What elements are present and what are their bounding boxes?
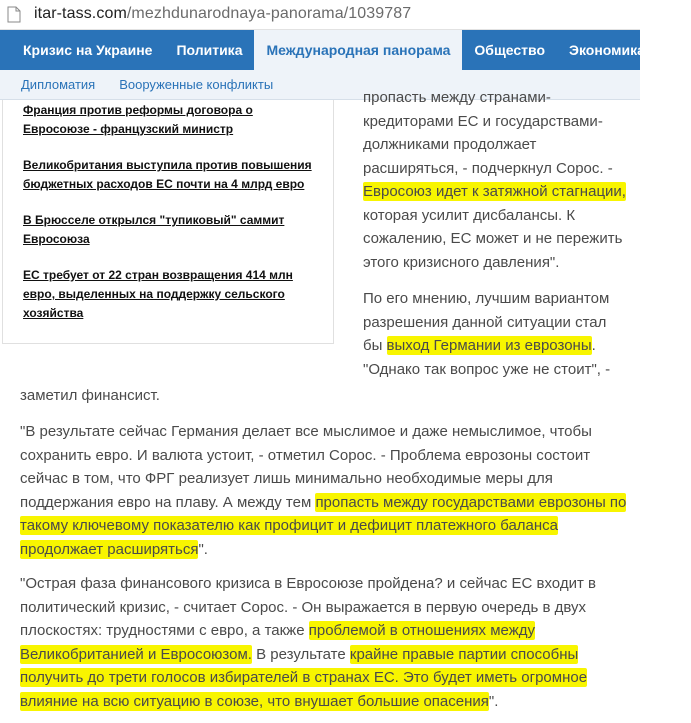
nav-item-economy[interactable]: Экономика и би (569, 42, 679, 58)
article-paragraph-end: заметил финансист. (20, 387, 160, 404)
related-news-box (2, 100, 334, 344)
highlighted-text: крайне правые партии способны (349, 645, 579, 663)
related-link[interactable]: Франция против реформы договора о Евросоюзе - французский министр (23, 103, 253, 136)
page-icon (7, 6, 21, 23)
article-paragraph: "В результате сейчас Германия делает все мыслимое и даже немыслимое, чтобы сохранить евро. И валюта устоит, - отметил Сорос. - Проблема еврозоны состоит сейчас в том, что ФРГ реализует лишь минимально необходимые меры для поддержания евро на плаву. А между тем пропасть между государствами еврозоны по такому ключевому показателю как профицит и дефицит платежного баланса продолжает расширяться". (20, 423, 627, 558)
nav-item-politics[interactable]: Политика (176, 42, 243, 58)
nav-item-ukraine-crisis[interactable]: Кризис на Украине (23, 42, 153, 58)
address-bar[interactable] (0, 0, 640, 30)
subnav-item-diplomacy[interactable]: Дипломатия (21, 77, 96, 92)
highlighted-text: пропасть между государствами еврозоны по (315, 493, 627, 511)
url-path: /mezhdunarodnaya-panorama/1039787 (126, 5, 412, 22)
subnav-item-armed-conflicts[interactable]: Вооруженные конфликты (119, 77, 274, 92)
nav-item-society[interactable]: Общество (474, 42, 545, 58)
related-link[interactable]: Великобритания выступила против повышения бюджетных расходов ЕС почти на 4 млрд евро (23, 158, 312, 191)
highlighted-text: такому ключевому показателю как профицит и дефицит платежного баланса (20, 517, 559, 534)
article-paragraph: По его мнению, лучшим вариантом разрешения данной ситуации стал бы выход Германии из еврозоны. "Однако так вопрос уже не стоит", - (363, 290, 611, 378)
highlighted-text: получить до трети голосов избирателей в странах ЕС. Это будет иметь огромное (20, 669, 588, 686)
related-link[interactable]: В Брюсселе открылся "тупиковый" саммит Евросоюза (23, 213, 285, 246)
main-navigation (0, 30, 679, 70)
url-host: itar-tass.com (34, 5, 127, 22)
nav-item-international[interactable]: Международная панорама (254, 30, 462, 70)
related-link[interactable]: ЕС требует от 22 стран возвращения 414 млн евро, выделенных на поддержку сельского хозяйства (23, 268, 293, 320)
highlighted-text: продолжает расширяться (20, 540, 199, 558)
article-paragraph: пропасть между странами- кредиторами ЕС и государствами- должниками продолжает расширяться, - подчеркнул Сорос. - Евросоюз идет к затяжной стагнации, которая усилит дисбалансы. К сожалению, ЕС может и не пережить этого кризисного давления". (363, 89, 626, 271)
highlighted-text: Великобританией и Евросоюзом. (20, 645, 252, 663)
highlighted-text: проблемой в отношениях между (308, 622, 536, 639)
article-paragraph: "Острая фаза финансового кризиса в Евросоюзе пройдена? и сейчас ЕС входит в политический кризис, - считает Сорос. - Он выражается в первую очередь в двух плоскостях: трудностями с евро, а также проблемой в отношениях между Великобританией и Евросоюзом. В результате крайне правые партии способны получить до трети голосов избирателей в странах ЕС. Это будет иметь огромное влияние на всю ситуацию в союзе, что внушает большие опасения". (20, 575, 596, 710)
highlighted-text: влияние на всю ситуацию в союзе, что внушает большие опасения (20, 692, 489, 710)
highlighted-text: Евросоюз идет к затяжной стагнации, (363, 183, 626, 200)
highlighted-text: выход Германии из еврозоны (386, 337, 592, 354)
url-text[interactable] (34, 5, 411, 23)
